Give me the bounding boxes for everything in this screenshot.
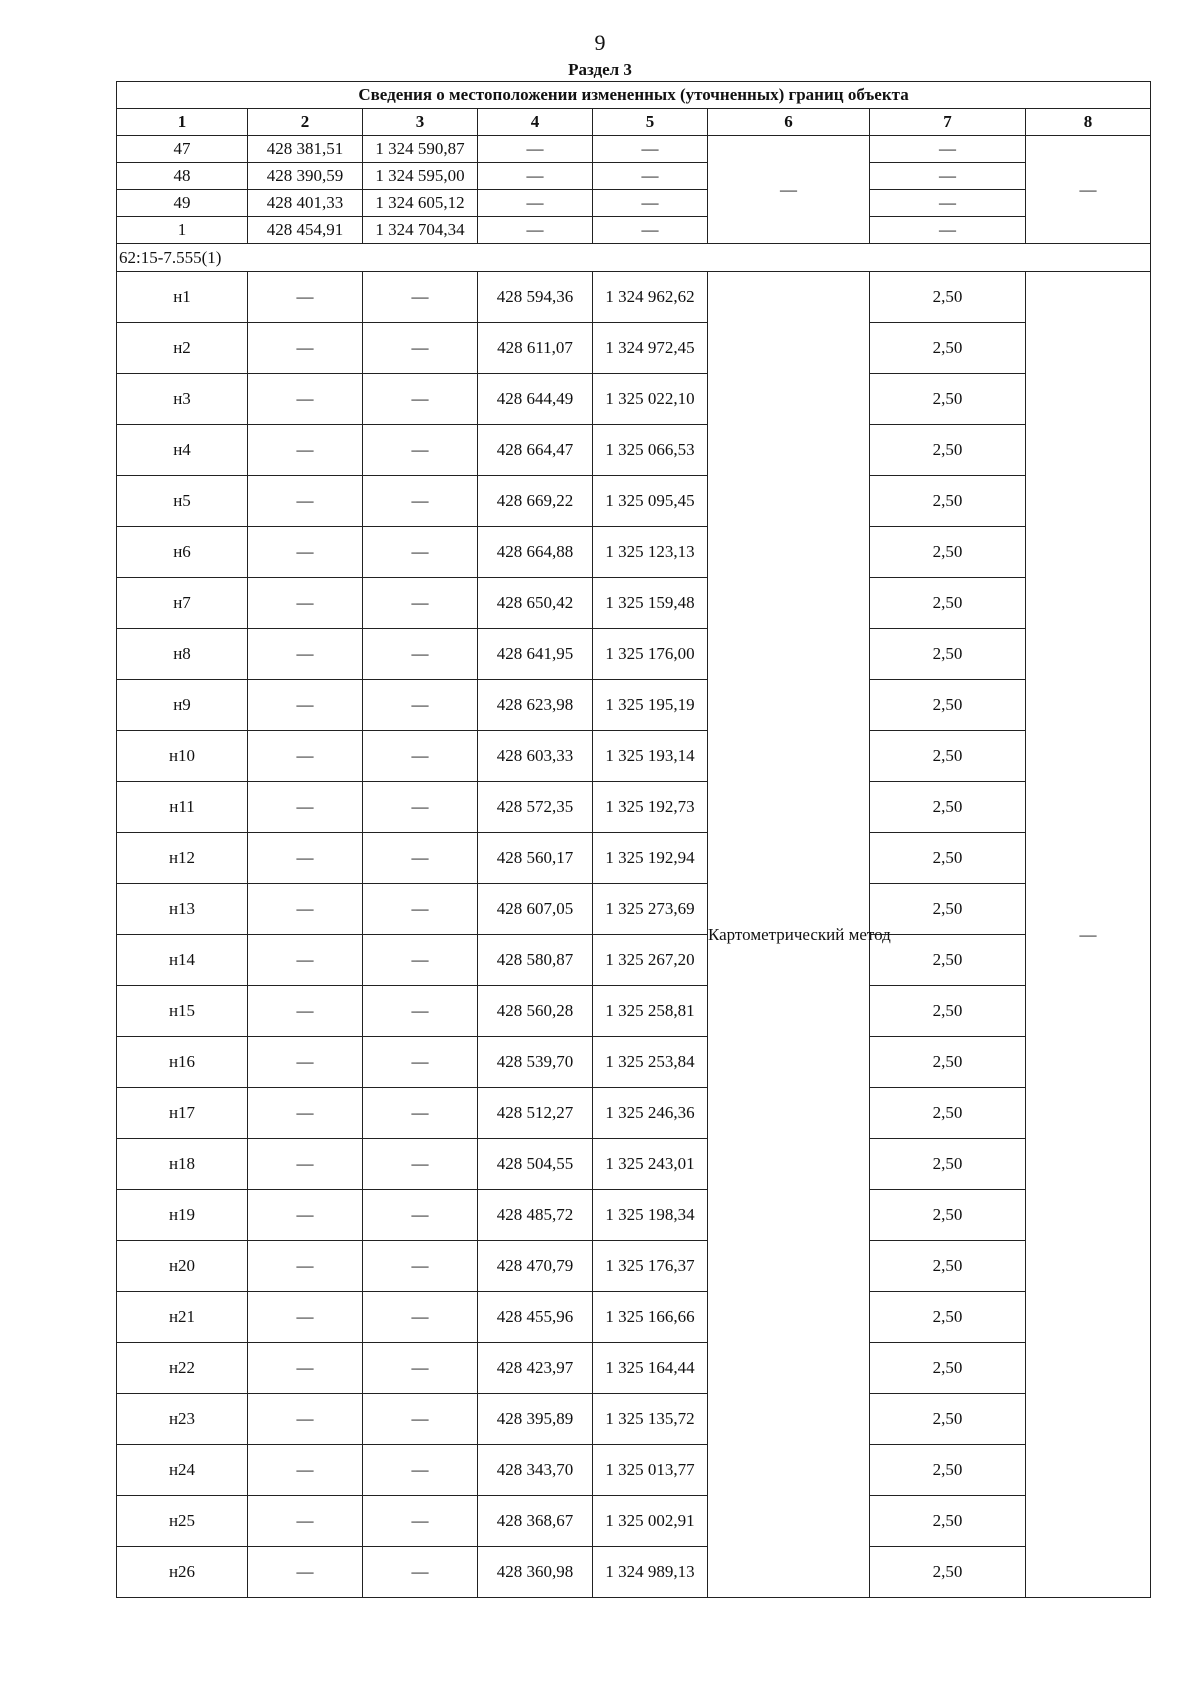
point-name-cell: н14 — [117, 935, 248, 986]
x-existing-cell: — — [248, 731, 363, 782]
table-row — [117, 1292, 1151, 1343]
x-existing-cell: — — [248, 323, 363, 374]
point-name-cell: н24 — [117, 1445, 248, 1496]
table-row — [117, 323, 1151, 374]
x-existing-cell: — — [248, 680, 363, 731]
column-header: 5 — [593, 109, 708, 136]
table-row — [117, 272, 1151, 323]
y-new-cell: 1 324 989,13 — [593, 1547, 708, 1598]
point-name-cell: н12 — [117, 833, 248, 884]
point-name-cell: 47 — [117, 136, 248, 163]
x-new-cell: 428 395,89 — [478, 1394, 593, 1445]
column-header: 4 — [478, 109, 593, 136]
y-existing-cell: — — [363, 272, 478, 323]
error-cell: 2,50 — [870, 272, 1026, 323]
error-cell: 2,50 — [870, 935, 1026, 986]
point-name-cell: 49 — [117, 190, 248, 217]
error-cell: 2,50 — [870, 1088, 1026, 1139]
y-existing-cell: — — [363, 935, 478, 986]
y-existing-cell: — — [363, 1292, 478, 1343]
x-new-cell: 428 343,70 — [478, 1445, 593, 1496]
table-row — [117, 986, 1151, 1037]
x-existing-cell: — — [248, 833, 363, 884]
table-row — [117, 1088, 1151, 1139]
y-new-cell: — — [593, 190, 708, 217]
error-cell: 2,50 — [870, 1547, 1026, 1598]
x-new-cell: 428 669,22 — [478, 476, 593, 527]
y-new-cell: 1 325 022,10 — [593, 374, 708, 425]
column-header-row — [117, 109, 1151, 136]
y-new-cell: 1 325 243,01 — [593, 1139, 708, 1190]
method-cell: — — [708, 136, 870, 244]
x-new-cell: 428 664,47 — [478, 425, 593, 476]
table-row — [117, 1496, 1151, 1547]
x-existing-cell: — — [248, 425, 363, 476]
y-new-cell: 1 325 135,72 — [593, 1394, 708, 1445]
y-new-cell: 1 324 962,62 — [593, 272, 708, 323]
y-existing-cell: — — [363, 1394, 478, 1445]
table-row — [117, 1037, 1151, 1088]
point-name-cell: 1 — [117, 217, 248, 244]
point-name-cell: н3 — [117, 374, 248, 425]
table-row — [117, 680, 1151, 731]
x-existing-cell: 428 401,33 — [248, 190, 363, 217]
y-existing-cell: — — [363, 578, 478, 629]
x-new-cell: 428 603,33 — [478, 731, 593, 782]
point-name-cell: н4 — [117, 425, 248, 476]
y-new-cell: 1 325 198,34 — [593, 1190, 708, 1241]
y-existing-cell: — — [363, 884, 478, 935]
column-header: 6 — [708, 109, 870, 136]
x-existing-cell: — — [248, 578, 363, 629]
y-existing-cell: 1 324 704,34 — [363, 217, 478, 244]
y-new-cell: 1 325 164,44 — [593, 1343, 708, 1394]
error-cell: 2,50 — [870, 782, 1026, 833]
y-existing-cell: — — [363, 782, 478, 833]
table-row — [117, 374, 1151, 425]
x-existing-cell: — — [248, 1394, 363, 1445]
x-new-cell: 428 423,97 — [478, 1343, 593, 1394]
point-name-cell: н16 — [117, 1037, 248, 1088]
table-row — [117, 190, 1151, 217]
x-existing-cell: — — [248, 1292, 363, 1343]
table-row — [117, 578, 1151, 629]
x-existing-cell: 428 454,91 — [248, 217, 363, 244]
point-name-cell: н22 — [117, 1343, 248, 1394]
column-header: 1 — [117, 109, 248, 136]
error-cell: 2,50 — [870, 323, 1026, 374]
error-cell: 2,50 — [870, 1394, 1026, 1445]
y-new-cell: 1 325 066,53 — [593, 425, 708, 476]
y-new-cell: 1 325 123,13 — [593, 527, 708, 578]
point-name-cell: н7 — [117, 578, 248, 629]
x-existing-cell: — — [248, 1445, 363, 1496]
point-name-cell: н18 — [117, 1139, 248, 1190]
x-existing-cell: — — [248, 1037, 363, 1088]
table-row — [117, 1343, 1151, 1394]
point-name-cell: н13 — [117, 884, 248, 935]
x-new-cell: 428 594,36 — [478, 272, 593, 323]
table-row — [117, 1394, 1151, 1445]
error-cell: — — [870, 136, 1026, 163]
y-new-cell: — — [593, 136, 708, 163]
y-new-cell: 1 325 159,48 — [593, 578, 708, 629]
table-caption: Сведения о местоположении измененных (уточненных) границ объекта — [117, 82, 1151, 109]
y-new-cell: 1 325 192,73 — [593, 782, 708, 833]
y-new-cell: 1 325 273,69 — [593, 884, 708, 935]
y-new-cell: 1 325 095,45 — [593, 476, 708, 527]
x-existing-cell: — — [248, 935, 363, 986]
error-cell: 2,50 — [870, 1241, 1026, 1292]
y-existing-cell: 1 324 605,12 — [363, 190, 478, 217]
y-new-cell: 1 325 002,91 — [593, 1496, 708, 1547]
x-existing-cell: — — [248, 374, 363, 425]
x-existing-cell: — — [248, 1139, 363, 1190]
x-new-cell: 428 611,07 — [478, 323, 593, 374]
note-cell: — — [1026, 136, 1151, 244]
x-existing-cell: — — [248, 1343, 363, 1394]
table-row — [117, 782, 1151, 833]
x-existing-cell: — — [248, 1241, 363, 1292]
y-existing-cell: — — [363, 1547, 478, 1598]
table-row — [117, 1190, 1151, 1241]
point-name-cell: н21 — [117, 1292, 248, 1343]
x-new-cell: — — [478, 136, 593, 163]
x-new-cell: — — [478, 190, 593, 217]
table-row — [117, 884, 1151, 935]
x-existing-cell: — — [248, 1088, 363, 1139]
x-existing-cell: 428 381,51 — [248, 136, 363, 163]
table-row — [117, 217, 1151, 244]
point-name-cell: н6 — [117, 527, 248, 578]
y-new-cell: — — [593, 163, 708, 190]
table-row — [117, 1445, 1151, 1496]
y-existing-cell: — — [363, 680, 478, 731]
y-existing-cell: 1 324 590,87 — [363, 136, 478, 163]
x-new-cell: 428 360,98 — [478, 1547, 593, 1598]
y-existing-cell: — — [363, 1139, 478, 1190]
error-cell: 2,50 — [870, 986, 1026, 1037]
point-name-cell: н20 — [117, 1241, 248, 1292]
error-cell: 2,50 — [870, 425, 1026, 476]
point-name-cell: н23 — [117, 1394, 248, 1445]
y-existing-cell: — — [363, 1445, 478, 1496]
error-cell: 2,50 — [870, 833, 1026, 884]
y-new-cell: 1 325 193,14 — [593, 731, 708, 782]
x-new-cell: — — [478, 163, 593, 190]
error-cell: 2,50 — [870, 1343, 1026, 1394]
table-row — [117, 731, 1151, 782]
x-new-cell: 428 607,05 — [478, 884, 593, 935]
boundary-table — [116, 81, 1151, 1598]
y-existing-cell: — — [363, 323, 478, 374]
table-row — [117, 136, 1151, 163]
table-row — [117, 527, 1151, 578]
point-name-cell: н9 — [117, 680, 248, 731]
y-new-cell: 1 325 253,84 — [593, 1037, 708, 1088]
y-new-cell: 1 325 013,77 — [593, 1445, 708, 1496]
column-header: 2 — [248, 109, 363, 136]
y-new-cell: 1 325 176,00 — [593, 629, 708, 680]
y-existing-cell: — — [363, 527, 478, 578]
y-existing-cell: — — [363, 374, 478, 425]
y-existing-cell: — — [363, 1496, 478, 1547]
error-cell: 2,50 — [870, 374, 1026, 425]
error-cell: 2,50 — [870, 578, 1026, 629]
error-cell: 2,50 — [870, 527, 1026, 578]
y-new-cell: 1 325 258,81 — [593, 986, 708, 1037]
point-name-cell: н8 — [117, 629, 248, 680]
error-cell: 2,50 — [870, 1190, 1026, 1241]
table-row — [117, 476, 1151, 527]
x-new-cell: 428 512,27 — [478, 1088, 593, 1139]
y-new-cell: 1 325 176,37 — [593, 1241, 708, 1292]
x-existing-cell: — — [248, 884, 363, 935]
y-new-cell: 1 324 972,45 — [593, 323, 708, 374]
table-row — [117, 1139, 1151, 1190]
y-existing-cell: — — [363, 425, 478, 476]
error-cell: 2,50 — [870, 1445, 1026, 1496]
x-existing-cell: — — [248, 527, 363, 578]
x-existing-cell: — — [248, 476, 363, 527]
y-existing-cell: — — [363, 476, 478, 527]
point-name-cell: н2 — [117, 323, 248, 374]
y-existing-cell: — — [363, 986, 478, 1037]
error-cell: — — [870, 217, 1026, 244]
group-row — [117, 244, 1151, 272]
x-new-cell: — — [478, 217, 593, 244]
x-new-cell: 428 580,87 — [478, 935, 593, 986]
point-name-cell: н10 — [117, 731, 248, 782]
table-row — [117, 629, 1151, 680]
y-existing-cell: — — [363, 1037, 478, 1088]
error-cell: 2,50 — [870, 884, 1026, 935]
x-new-cell: 428 641,95 — [478, 629, 593, 680]
error-cell: — — [870, 190, 1026, 217]
y-new-cell: 1 325 246,36 — [593, 1088, 708, 1139]
point-name-cell: н15 — [117, 986, 248, 1037]
x-new-cell: 428 560,28 — [478, 986, 593, 1037]
table-row — [117, 425, 1151, 476]
x-new-cell: 428 650,42 — [478, 578, 593, 629]
group-label: 62:15-7.555(1) — [117, 244, 1151, 272]
note-cell: — — [1026, 272, 1151, 1598]
x-new-cell: 428 560,17 — [478, 833, 593, 884]
error-cell: — — [870, 163, 1026, 190]
column-header: 8 — [1026, 109, 1151, 136]
x-new-cell: 428 623,98 — [478, 680, 593, 731]
x-existing-cell: 428 390,59 — [248, 163, 363, 190]
y-new-cell: 1 325 166,66 — [593, 1292, 708, 1343]
error-cell: 2,50 — [870, 1496, 1026, 1547]
section-title: Раздел 3 — [568, 60, 632, 79]
x-new-cell: 428 504,55 — [478, 1139, 593, 1190]
x-new-cell: 428 664,88 — [478, 527, 593, 578]
point-name-cell: 48 — [117, 163, 248, 190]
column-header: 7 — [870, 109, 1026, 136]
y-new-cell: 1 325 195,19 — [593, 680, 708, 731]
error-cell: 2,50 — [870, 1037, 1026, 1088]
point-name-cell: н1 — [117, 272, 248, 323]
x-existing-cell: — — [248, 629, 363, 680]
y-existing-cell: — — [363, 629, 478, 680]
x-new-cell: 428 572,35 — [478, 782, 593, 833]
point-name-cell: н5 — [117, 476, 248, 527]
table-row — [117, 1241, 1151, 1292]
table-row — [117, 833, 1151, 884]
point-name-cell: н17 — [117, 1088, 248, 1139]
x-existing-cell: — — [248, 1496, 363, 1547]
x-existing-cell: — — [248, 782, 363, 833]
page-number: 9 — [594, 30, 606, 55]
point-name-cell: н26 — [117, 1547, 248, 1598]
y-existing-cell: 1 324 595,00 — [363, 163, 478, 190]
point-name-cell: н25 — [117, 1496, 248, 1547]
table-row — [117, 163, 1151, 190]
x-existing-cell: — — [248, 1190, 363, 1241]
error-cell: 2,50 — [870, 629, 1026, 680]
x-existing-cell: — — [248, 1547, 363, 1598]
error-cell: 2,50 — [870, 476, 1026, 527]
x-new-cell: 428 368,67 — [478, 1496, 593, 1547]
error-cell: 2,50 — [870, 731, 1026, 782]
x-new-cell: 428 644,49 — [478, 374, 593, 425]
y-existing-cell: — — [363, 1190, 478, 1241]
error-cell: 2,50 — [870, 680, 1026, 731]
x-existing-cell: — — [248, 272, 363, 323]
y-new-cell: — — [593, 217, 708, 244]
y-existing-cell: — — [363, 1088, 478, 1139]
table-row — [117, 1547, 1151, 1598]
error-cell: 2,50 — [870, 1292, 1026, 1343]
x-new-cell: 428 539,70 — [478, 1037, 593, 1088]
y-existing-cell: — — [363, 833, 478, 884]
error-cell: 2,50 — [870, 1139, 1026, 1190]
x-new-cell: 428 485,72 — [478, 1190, 593, 1241]
point-name-cell: н11 — [117, 782, 248, 833]
y-existing-cell: — — [363, 1343, 478, 1394]
method-cell: Картометрический метод — [708, 272, 870, 1598]
y-existing-cell: — — [363, 1241, 478, 1292]
x-new-cell: 428 470,79 — [478, 1241, 593, 1292]
column-header: 3 — [363, 109, 478, 136]
x-new-cell: 428 455,96 — [478, 1292, 593, 1343]
y-existing-cell: — — [363, 731, 478, 782]
y-new-cell: 1 325 267,20 — [593, 935, 708, 986]
table-row — [117, 935, 1151, 986]
point-name-cell: н19 — [117, 1190, 248, 1241]
y-new-cell: 1 325 192,94 — [593, 833, 708, 884]
x-existing-cell: — — [248, 986, 363, 1037]
